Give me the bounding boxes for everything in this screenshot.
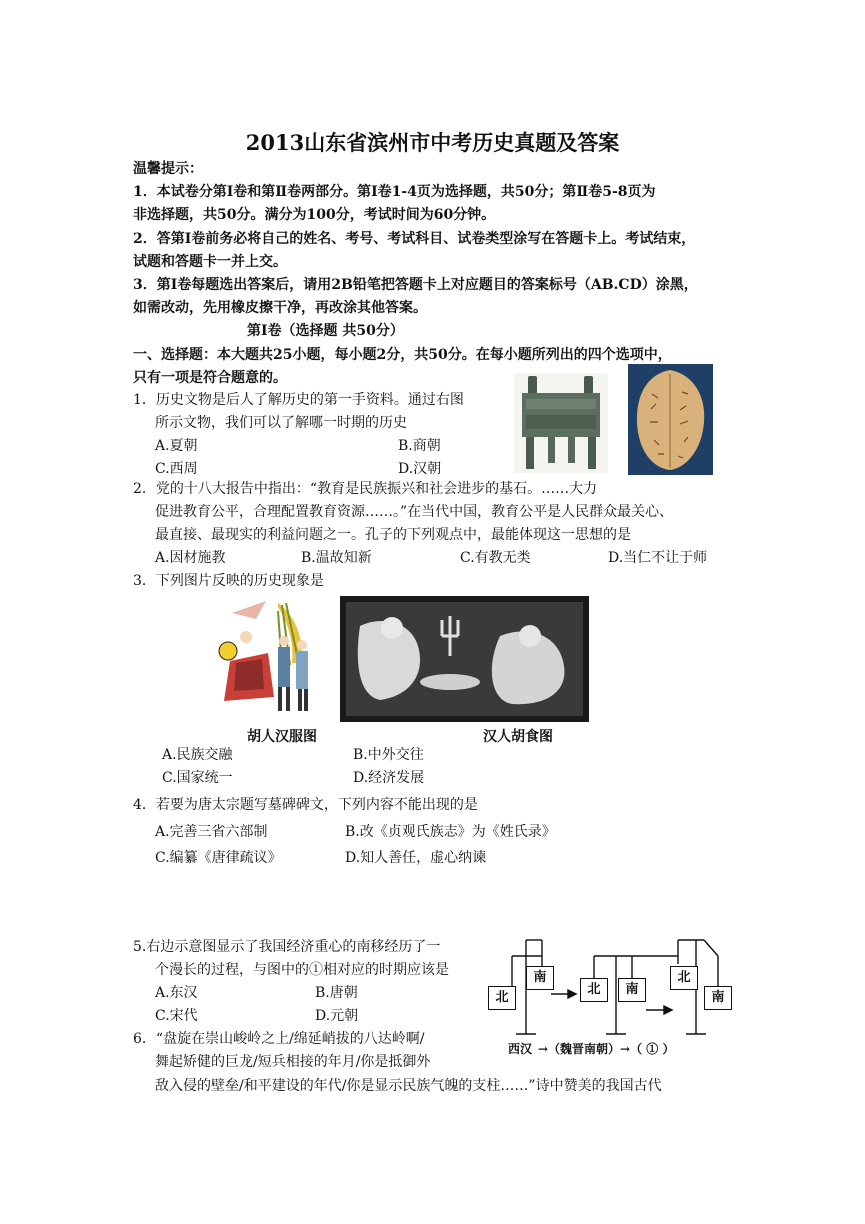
q1-option-b: B.商朝	[398, 438, 441, 454]
q4-option-d: D.知人善任，虚心纳谏	[345, 850, 487, 866]
image-caption-2: 汉人胡食图	[483, 729, 553, 745]
q6-stem-3: 敌入侵的壁垒/和平建设的年代/你是显示民族气魄的支柱……”诗中赞美的我国古代	[155, 1078, 662, 1094]
q3-stem-1: 3．下列图片反映的历史现象是	[133, 573, 324, 589]
q1-option-d: D.汉朝	[398, 461, 442, 477]
q5-stem-2: 个漫长的过程，与图中的①相对应的时期应该是	[155, 962, 449, 978]
section-heading: 第Ⅰ卷（选择题 共50分）	[247, 323, 404, 339]
q4-stem-1: 4．若要为唐太宗题写墓碑碑文，下列内容不能出现的是	[133, 797, 478, 813]
q2-option-b: B.温故知新	[301, 550, 372, 566]
q6-stem-1: 6．“盘旋在崇山峻岭之上/绵延峭拔的八达岭啊/	[133, 1031, 425, 1047]
q4-option-a: A.完善三省六部制	[155, 824, 268, 840]
q3-option-a: A.民族交融	[162, 747, 233, 763]
box-south-2: 南	[618, 978, 646, 1002]
q1-option-a: A.夏朝	[155, 438, 198, 454]
q3-option-c: C.国家统一	[162, 770, 233, 786]
q2-option-d: D.当仁不让于师	[608, 550, 708, 566]
q2-option-c: C.有教无类	[460, 550, 531, 566]
tip-1-line-1: 1．本试卷分第Ⅰ卷和第Ⅱ卷两部分。第Ⅰ卷1-4页为选择题，共50分；第Ⅱ卷5-8页为	[133, 184, 656, 200]
part1-line-1: 一、选择题：本大题共25小题，每小题2分，共50分。在每小题所列出的四个选项中，	[133, 347, 672, 363]
box-north-1: 北	[488, 986, 516, 1010]
tip-2-line-1: 2．答第Ⅰ卷前务必将自己的姓名、考号、考试科目、试卷类型涂写在答题卡上。考试结束，	[133, 231, 696, 247]
bronze-ding-image	[514, 373, 608, 473]
q3-option-d: D.经济发展	[353, 770, 425, 786]
box-south-1: 南	[526, 966, 554, 990]
box-north-2: 北	[580, 978, 608, 1002]
q5-option-c: C.宋代	[155, 1008, 198, 1024]
q1-stem-2: 所示文物，我们可以了解哪一时期的历史	[155, 415, 407, 431]
han-people-hu-food-image	[340, 596, 589, 722]
q2-stem-2: 促进教育公平，合理配置教育资源……。”在当代中国，教育公平是人民群众最关心、	[155, 504, 674, 520]
page-title: 2013山东省滨州市中考历史真题及答案	[245, 130, 620, 155]
image-caption-1: 胡人汉服图	[247, 729, 317, 745]
q6-stem-2: 舞起矫健的巨龙/短兵相接的年月/你是抵御外	[155, 1054, 431, 1070]
tip-3-line-2: 如需改动，先用橡皮擦干净，再改涂其他答案。	[133, 300, 427, 316]
q3-option-b: B.中外交往	[353, 747, 424, 763]
tip-1-line-2: 非选择题，共50分。满分为100分，考试时间为60分钟。	[133, 207, 496, 223]
economic-center-diagram	[486, 934, 736, 1058]
oracle-bone-image	[628, 364, 713, 475]
tip-3-line-1: 3．第Ⅰ卷每题选出答案后，请用2B铅笔把答题卡上对应题目的答案标号（AB.CD）涂黑，	[133, 277, 698, 293]
q5-stem-1: 5.右边示意图显示了我国经济重心的南移经历了一	[133, 939, 441, 955]
q2-stem-1: 2．党的十八大报告中指出：“教育是民族振兴和社会进步的基石。……大力	[133, 481, 598, 497]
tip-2-line-2: 试题和答题卡一并上交。	[133, 254, 287, 270]
q5-option-b: B.唐朝	[315, 985, 358, 1001]
q5-option-a: A.东汉	[155, 985, 198, 1001]
box-north-3: 北	[670, 966, 698, 990]
q1-stem-1: 1．历史文物是后人了解历史的第一手资料。通过右图	[133, 392, 464, 408]
tips-heading: 温馨提示：	[133, 161, 203, 177]
box-south-3: 南	[704, 986, 732, 1010]
label-western-han: 西汉	[508, 1042, 533, 1056]
q1-option-c: C.西周	[155, 461, 198, 477]
part1-line-2: 只有一项是符合题意的。	[133, 370, 287, 386]
q5-option-d: D.元朝	[315, 1008, 359, 1024]
q4-option-c: C.编纂《唐律疏议》	[155, 850, 282, 866]
label-periods: →（魏晋南朝）→（ ① ）	[538, 1042, 675, 1056]
q2-stem-3: 最直接、最现实的利益问题之一。孔子的下列观点中，最能体现这一思想的是	[155, 527, 631, 543]
hu-people-han-clothes-image	[212, 593, 320, 721]
q2-option-a: A.因材施教	[155, 550, 226, 566]
q4-option-b: B.改《贞观氏族志》为《姓氏录》	[345, 824, 556, 840]
